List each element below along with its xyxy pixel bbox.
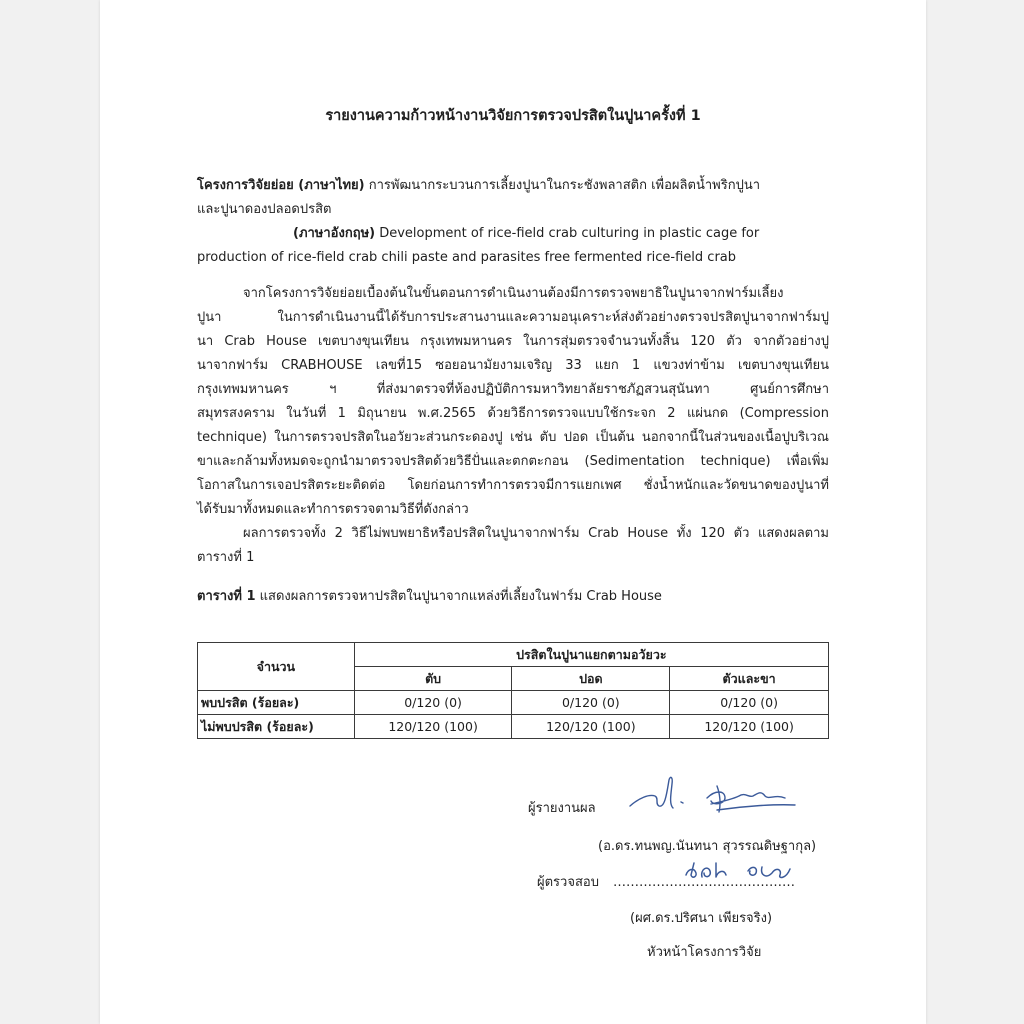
paragraph-1-line: ปูนา ในการดำเนินงานนี้ได้รับการประสานงานและความอนุเคราะห์ส่งตัวอย่างตรวจปรสิตปูนาจากฟาร์มปู bbox=[197, 310, 829, 325]
reviewer-signature bbox=[682, 855, 802, 885]
paragraph-1-line: สมุทรสงคราม ในวันที่ 1 มิถุนายน พ.ศ.2565 ด้วยวิธีการตรวจแบบใช้กระจก 2 แผ่นกด (Compression bbox=[197, 406, 829, 421]
paragraph-1-line: นาจากฟาร์ม CRABHOUSE เลขที่15 ซอยอนามัยงามเจริญ 33 แยก 1 แขวงท่าข้าม เขตบางขุนเทียน bbox=[197, 358, 829, 373]
row-label: พบปรสิต (ร้อยละ) bbox=[198, 691, 355, 715]
paragraph-2-line: ผลการตรวจทั้ง 2 วิธีไม่พบพยาธิหรือปรสิตในปูนาจากฟาร์ม Crab House ทั้ง 120 ตัว แสดงผลตาม bbox=[243, 526, 829, 541]
table-row bbox=[198, 715, 829, 739]
project-english-label: (ภาษาอังกฤษ) bbox=[293, 226, 376, 241]
paragraph-1-line: นา Crab House เขตบางขุนเทียน กรุงเทพมหานคร ในการสุ่มตรวจจำนวนทั้งสิ้น 120 ตัว จากตัวอย่างปู bbox=[197, 334, 829, 349]
table-cell: 120/120 (100) bbox=[670, 715, 829, 739]
project-english-line1 bbox=[293, 224, 759, 244]
paragraph-1-line: โอกาสในการเจอปรสิตระยะติดต่อ โดยก่อนการทำการตรวจมีการแยกเพศ ชั่งน้ำหนักและวัดขนาดของปูนาที่ bbox=[197, 478, 829, 493]
project-thai-name-2: และปูนาดองปลอดปรสิต bbox=[197, 202, 332, 217]
report-title: รายงานความก้าวหน้างานวิจัยการตรวจปรสิตในปูนาครั้งที่ 1 bbox=[325, 108, 701, 124]
reporter-label: ผู้รายงานผล bbox=[528, 801, 596, 816]
table-cell: 120/120 (100) bbox=[354, 715, 512, 739]
paragraph-1-line: ขาและกล้ามทั้งหมดจะถูกนำมาตรวจปรสิตด้วยวิธีปั่นและตกตะกอน (Sedimentation technique) เพื่อเพิ่ม bbox=[197, 454, 829, 469]
table-cell: 0/120 (0) bbox=[512, 691, 670, 715]
table-cell: 120/120 (100) bbox=[512, 715, 670, 739]
reporter-signature bbox=[625, 768, 800, 823]
table-header-row bbox=[198, 643, 829, 667]
project-thai-label: โครงการวิจัยย่อย (ภาษาไทย) bbox=[197, 178, 365, 193]
paragraph-2-line: ตารางที่ 1 bbox=[197, 550, 255, 565]
table-cell: 0/120 (0) bbox=[354, 691, 512, 715]
row-label: ไม่พบปรสิต (ร้อยละ) bbox=[198, 715, 355, 739]
table-caption-label: ตารางที่ 1 bbox=[197, 589, 256, 604]
header-organ-group: ปรสิตในปูนาแยกตามอวัยวะ bbox=[354, 643, 828, 667]
paragraph-1-line: ได้รับมาทั้งหมดและทำการตรวจตามวิธีที่ดังกล่าว bbox=[197, 502, 469, 517]
reporter-name: (อ.ดร.ทนพญ.นันทนา สุวรรณดิษฐากุล) bbox=[598, 839, 817, 854]
results-table bbox=[197, 642, 829, 739]
table-cell: 0/120 (0) bbox=[670, 691, 829, 715]
header-count: จำนวน bbox=[198, 643, 355, 691]
paragraph-1-line: technique) ในการตรวจปรสิตในอวัยวะส่วนกระดองปู เช่น ตับ ปอด เป็นต้น นอกจากนี้ในส่วนของเนื้อปูบริเวณ bbox=[197, 430, 829, 445]
header-body-legs: ตัวและขา bbox=[670, 667, 829, 691]
reviewer-label: ผู้ตรวจสอบ bbox=[537, 875, 599, 890]
table-caption-text: แสดงผลการตรวจหาปรสิตในปูนาจากแหล่งที่เลี้ยงในฟาร์ม Crab House bbox=[259, 589, 662, 604]
paragraph-1-line: กรุงเทพมหานคร ฯ ที่ส่งมาตรวจที่ห้องปฏิบัติการมหาวิทยาลัยราชภัฏสวนสุนันทา ศูนย์การศึกษา bbox=[197, 382, 829, 397]
reviewer-signature-line: …………………………………… bbox=[613, 875, 795, 890]
project-thai-line1 bbox=[197, 176, 760, 196]
reviewer-name: (ผศ.ดร.ปริศนา เพียรจริง) bbox=[630, 911, 773, 926]
header-liver: ตับ bbox=[354, 667, 512, 691]
document-page bbox=[100, 0, 926, 1024]
paragraph-1-line: จากโครงการวิจัยย่อยเบื้องต้นในขั้นตอนการดำเนินงานต้องมีการตรวจพยาธิในปูนาจากฟาร์มเลี้ยง bbox=[243, 286, 784, 301]
table-row bbox=[198, 691, 829, 715]
project-english-name-1: Development of rice-field crab culturing in plastic cage for bbox=[379, 226, 760, 241]
project-thai-name-1: การพัฒนากระบวนการเลี้ยงปูนาในกระชังพลาสติก เพื่อผลิตน้ำพริกปูนา bbox=[368, 178, 761, 193]
project-english-name-2: production of rice-field crab chili paste and parasites free fermented rice-field crab bbox=[197, 250, 737, 265]
reviewer-position: หัวหน้าโครงการวิจัย bbox=[647, 945, 762, 960]
table-caption bbox=[197, 587, 662, 607]
header-lung: ปอด bbox=[512, 667, 670, 691]
